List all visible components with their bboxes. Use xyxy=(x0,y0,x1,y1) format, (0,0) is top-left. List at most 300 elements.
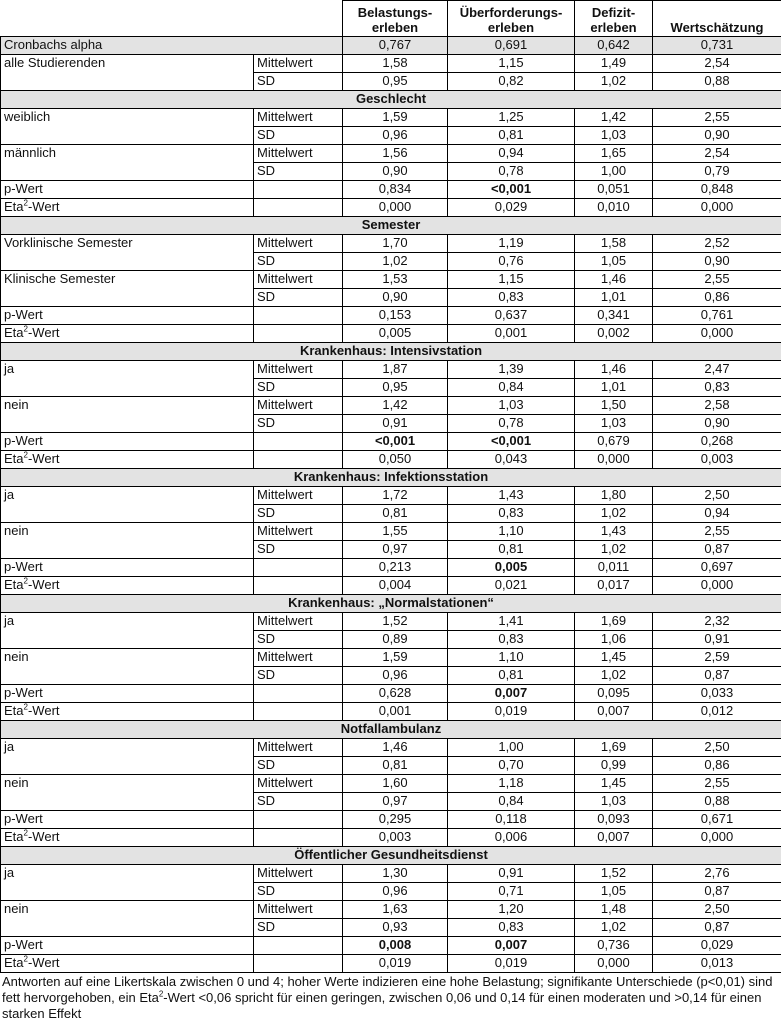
table-cell: 0,97 xyxy=(343,793,448,811)
stat-label: Mittelwert xyxy=(254,487,343,505)
group-label: ja xyxy=(1,865,254,883)
p-value: 0,736 xyxy=(575,937,653,955)
table-cell: 1,03 xyxy=(575,793,653,811)
table-cell: 1,87 xyxy=(343,361,448,379)
table-cell: 1,59 xyxy=(343,109,448,127)
p-value: 0,671 xyxy=(653,811,781,829)
stat-label: SD xyxy=(254,631,343,649)
table-cell: 1,19 xyxy=(448,235,575,253)
table-cell: 1,42 xyxy=(343,397,448,415)
table-cell: 0,78 xyxy=(448,415,575,433)
table-cell: 1,50 xyxy=(575,397,653,415)
eta-label xyxy=(1,451,254,469)
table-cell: 0,96 xyxy=(343,127,448,145)
eta-value: 0,010 xyxy=(575,199,653,217)
stat-label: SD xyxy=(254,415,343,433)
eta-value: 0,002 xyxy=(575,325,653,343)
table-cell: 0,91 xyxy=(448,865,575,883)
group-sd-row xyxy=(1,757,781,775)
stat-label-empty xyxy=(254,937,343,955)
stat-label: Mittelwert xyxy=(254,361,343,379)
stat-label-empty xyxy=(254,451,343,469)
p-value-row xyxy=(1,937,781,955)
eta-label-superscript: 2 xyxy=(23,702,28,712)
group-label: Klinische Semester xyxy=(1,271,254,289)
table-cell: 1,48 xyxy=(575,901,653,919)
eta-value-row xyxy=(1,577,781,595)
group-mittelwert-row xyxy=(1,487,781,505)
table-cell: 1,00 xyxy=(575,163,653,181)
table-cell: 0,81 xyxy=(343,757,448,775)
eta-value: 0,043 xyxy=(448,451,575,469)
p-value: 0,011 xyxy=(575,559,653,577)
group-label: ja xyxy=(1,613,254,631)
header-row xyxy=(1,1,781,37)
stat-label-empty xyxy=(254,685,343,703)
p-label: p-Wert xyxy=(1,937,254,955)
table-cell: 0,96 xyxy=(343,667,448,685)
group-label-empty xyxy=(1,541,254,559)
table-cell: 0,86 xyxy=(653,757,781,775)
p-value-significant: <0,001 xyxy=(448,181,575,199)
section-header-row xyxy=(1,217,781,235)
table-cell: 1,02 xyxy=(575,73,653,91)
table-cell: 1,00 xyxy=(448,739,575,757)
cronbach-label: Cronbachs alpha xyxy=(1,37,343,55)
p-value: 0,051 xyxy=(575,181,653,199)
p-value: 0,093 xyxy=(575,811,653,829)
alle-mittelwert-row xyxy=(1,55,781,73)
eta-label xyxy=(1,199,254,217)
table-cell: 1,03 xyxy=(575,415,653,433)
table-cell: 0,93 xyxy=(343,919,448,937)
group-label-empty xyxy=(1,757,254,775)
table-cell: 2,76 xyxy=(653,865,781,883)
eta-value: 0,019 xyxy=(343,955,448,973)
eta-label-text: Eta xyxy=(4,829,24,844)
group-label-empty xyxy=(1,415,254,433)
stat-label: Mittelwert xyxy=(254,397,343,415)
stat-label: SD xyxy=(254,379,343,397)
footnote-text-1: Antworten auf eine Likertskala zwischen 0 und 4; hoher Werte indizieren eine hohe Belastung; signifikante Unterschiede (p<0,01) sind fett hervorgehoben, ein Eta xyxy=(2,974,773,1005)
table-cell: 0,70 xyxy=(448,757,575,775)
header-empty-cell xyxy=(1,1,343,37)
table-cell: 1,10 xyxy=(448,649,575,667)
table-cell: 0,91 xyxy=(343,415,448,433)
table-cell: 0,71 xyxy=(448,883,575,901)
stat-label: Mittelwert xyxy=(254,865,343,883)
stat-label-empty xyxy=(254,433,343,451)
p-value-row xyxy=(1,433,781,451)
p-value-row xyxy=(1,181,781,199)
eta-value: 0,001 xyxy=(448,325,575,343)
table-cell: 0,94 xyxy=(448,145,575,163)
table-cell: 1,43 xyxy=(448,487,575,505)
table-cell: 1,46 xyxy=(343,739,448,757)
eta-label xyxy=(1,703,254,721)
section-title: Semester xyxy=(1,217,781,235)
section-header-row xyxy=(1,595,781,613)
p-value: 0,628 xyxy=(343,685,448,703)
group-sd-row xyxy=(1,379,781,397)
table-cell: 1,05 xyxy=(575,883,653,901)
group-mittelwert-row xyxy=(1,523,781,541)
eta-label-text: Eta xyxy=(4,325,24,340)
p-value-row xyxy=(1,685,781,703)
p-value: 0,341 xyxy=(575,307,653,325)
eta-label-text: -Wert xyxy=(27,703,60,718)
p-value-row xyxy=(1,811,781,829)
table-cell: 0,83 xyxy=(448,505,575,523)
eta-label-text: Eta xyxy=(4,199,24,214)
table-cell: 0,83 xyxy=(448,289,575,307)
group-label: ja xyxy=(1,361,254,379)
eta-label-text: -Wert xyxy=(27,955,60,970)
eta-label-text: -Wert xyxy=(27,451,60,466)
section-title: Krankenhaus: Infektionsstation xyxy=(1,469,781,487)
table-cell: 1,69 xyxy=(575,739,653,757)
table-cell: 1,58 xyxy=(575,235,653,253)
table-cell: 0,76 xyxy=(448,253,575,271)
eta-label-superscript: 2 xyxy=(23,324,28,334)
table-cell: 0,99 xyxy=(575,757,653,775)
table-cell: 0,84 xyxy=(448,793,575,811)
table-cell: 0,81 xyxy=(448,127,575,145)
group-label-empty xyxy=(1,919,254,937)
table-cell: 1,02 xyxy=(575,667,653,685)
table-cell: 1,41 xyxy=(448,613,575,631)
eta-value: 0,000 xyxy=(575,955,653,973)
table-cell: 1,01 xyxy=(575,379,653,397)
eta-label xyxy=(1,955,254,973)
p-value-significant: 0,008 xyxy=(343,937,448,955)
group-label: nein xyxy=(1,523,254,541)
group-sd-row xyxy=(1,919,781,937)
stat-label: Mittelwert xyxy=(254,55,343,73)
stat-label-empty xyxy=(254,811,343,829)
section-header-row xyxy=(1,469,781,487)
eta-label xyxy=(1,577,254,595)
table-cell: 1,05 xyxy=(575,253,653,271)
table-cell: 1,46 xyxy=(575,271,653,289)
stat-label-empty xyxy=(254,829,343,847)
table-cell: 2,50 xyxy=(653,487,781,505)
eta-label-text: Eta xyxy=(4,955,24,970)
group-mittelwert-row xyxy=(1,361,781,379)
group-label: ja xyxy=(1,739,254,757)
eta-label-text: -Wert xyxy=(27,577,60,592)
p-value-significant: <0,001 xyxy=(343,433,448,451)
stat-label-empty xyxy=(254,325,343,343)
eta-value: 0,019 xyxy=(448,955,575,973)
stat-label-empty xyxy=(254,199,343,217)
group-mittelwert-row xyxy=(1,397,781,415)
table-cell: 0,90 xyxy=(653,253,781,271)
section-title: Öffentlicher Gesundheitsdienst xyxy=(1,847,781,865)
eta-value: 0,000 xyxy=(653,199,781,217)
table-cell: 0,97 xyxy=(343,541,448,559)
table-cell: 1,72 xyxy=(343,487,448,505)
section-header-row xyxy=(1,343,781,361)
table-cell: 1,43 xyxy=(575,523,653,541)
group-label: nein xyxy=(1,397,254,415)
table-cell: 1,06 xyxy=(575,631,653,649)
table-cell: 2,55 xyxy=(653,523,781,541)
group-label: Vorklinische Semester xyxy=(1,235,254,253)
eta-value: 0,004 xyxy=(343,577,448,595)
table-cell: 1,55 xyxy=(343,523,448,541)
eta-value: 0,007 xyxy=(575,703,653,721)
stat-label: SD xyxy=(254,667,343,685)
group-label-empty xyxy=(1,127,254,145)
table-cell: 2,50 xyxy=(653,901,781,919)
stat-label-empty xyxy=(254,955,343,973)
eta-value: 0,000 xyxy=(653,577,781,595)
stat-label: SD xyxy=(254,541,343,559)
stat-label: SD xyxy=(254,127,343,145)
section-header-row xyxy=(1,721,781,739)
section-title: Krankenhaus: „Normalstationen“ xyxy=(1,595,781,613)
group-sd-row xyxy=(1,163,781,181)
group-sd-row xyxy=(1,505,781,523)
eta-value: 0,003 xyxy=(343,829,448,847)
table-cell: 1,01 xyxy=(575,289,653,307)
stat-label-empty xyxy=(254,307,343,325)
table-cell: 2,54 xyxy=(653,145,781,163)
table-cell: 0,90 xyxy=(653,415,781,433)
table-cell: 1,63 xyxy=(343,901,448,919)
group-label-empty xyxy=(1,883,254,901)
eta-value-row xyxy=(1,829,781,847)
p-value: 0,848 xyxy=(653,181,781,199)
table-cell: 1,39 xyxy=(448,361,575,379)
section-title: Krankenhaus: Intensivstation xyxy=(1,343,781,361)
eta-value: 0,003 xyxy=(653,451,781,469)
eta-value-row xyxy=(1,325,781,343)
p-value-significant: 0,005 xyxy=(448,559,575,577)
table-cell: 1,45 xyxy=(575,649,653,667)
p-label: p-Wert xyxy=(1,181,254,199)
table-cell: 1,42 xyxy=(575,109,653,127)
group-mittelwert-row xyxy=(1,865,781,883)
group-sd-row xyxy=(1,127,781,145)
stat-label: Mittelwert xyxy=(254,271,343,289)
p-value: 0,637 xyxy=(448,307,575,325)
table-cell: 0,95 xyxy=(343,379,448,397)
p-label: p-Wert xyxy=(1,685,254,703)
eta-label-text: -Wert xyxy=(27,829,60,844)
table-cell: 0,91 xyxy=(653,631,781,649)
group-mittelwert-row xyxy=(1,775,781,793)
eta-label-text: -Wert xyxy=(27,325,60,340)
p-value: 0,033 xyxy=(653,685,781,703)
table-cell: 0,82 xyxy=(448,73,575,91)
section-title: Geschlecht xyxy=(1,91,781,109)
group-label: weiblich xyxy=(1,109,254,127)
cronbach-value: 0,691 xyxy=(448,37,575,55)
alle-sd-row xyxy=(1,73,781,91)
eta-label-superscript: 2 xyxy=(23,828,28,838)
eta-label-superscript: 2 xyxy=(23,576,28,586)
stat-label: SD xyxy=(254,289,343,307)
table-cell: 0,94 xyxy=(653,505,781,523)
group-label-empty xyxy=(1,163,254,181)
eta-value: 0,017 xyxy=(575,577,653,595)
table-cell: 0,81 xyxy=(448,541,575,559)
p-value: 0,029 xyxy=(653,937,781,955)
p-value-significant: <0,001 xyxy=(448,433,575,451)
stat-label-empty xyxy=(254,703,343,721)
p-value: 0,834 xyxy=(343,181,448,199)
stat-label: SD xyxy=(254,919,343,937)
table-cell: 1,30 xyxy=(343,865,448,883)
p-value: 0,213 xyxy=(343,559,448,577)
group-sd-row xyxy=(1,289,781,307)
section-header-row xyxy=(1,847,781,865)
table-cell: 1,02 xyxy=(575,541,653,559)
table-cell: 0,79 xyxy=(653,163,781,181)
table-cell: 1,56 xyxy=(343,145,448,163)
table-cell: 1,02 xyxy=(575,505,653,523)
table-cell: 0,90 xyxy=(653,127,781,145)
table-cell: 0,83 xyxy=(653,379,781,397)
stat-label-empty xyxy=(254,181,343,199)
group-label-empty xyxy=(1,289,254,307)
group-sd-row xyxy=(1,541,781,559)
stat-label: SD xyxy=(254,793,343,811)
eta-value: 0,000 xyxy=(343,199,448,217)
group-mittelwert-row xyxy=(1,901,781,919)
group-mittelwert-row xyxy=(1,613,781,631)
eta-value: 0,006 xyxy=(448,829,575,847)
group-sd-row xyxy=(1,631,781,649)
p-value-significant: 0,007 xyxy=(448,937,575,955)
p-value: 0,118 xyxy=(448,811,575,829)
eta-value: 0,050 xyxy=(343,451,448,469)
table-cell: 1,02 xyxy=(343,253,448,271)
eta-label-superscript: 2 xyxy=(23,450,28,460)
cronbach-row xyxy=(1,37,781,55)
stat-label-empty xyxy=(254,559,343,577)
table-cell: 0,84 xyxy=(448,379,575,397)
header-wertschaetzung: Wertschätzung xyxy=(653,1,781,37)
cronbach-value: 0,731 xyxy=(653,37,781,55)
table-cell: 0,83 xyxy=(448,919,575,937)
eta-value: 0,029 xyxy=(448,199,575,217)
table-cell: 1,80 xyxy=(575,487,653,505)
p-value-row xyxy=(1,307,781,325)
eta-value: 0,013 xyxy=(653,955,781,973)
table-cell: 2,52 xyxy=(653,235,781,253)
table-cell: 2,59 xyxy=(653,649,781,667)
group-label-empty xyxy=(1,667,254,685)
eta-value: 0,012 xyxy=(653,703,781,721)
header-defiziterleben: Defizit-erleben xyxy=(575,1,653,37)
table-cell: 1,18 xyxy=(448,775,575,793)
p-label: p-Wert xyxy=(1,307,254,325)
table-cell: 2,58 xyxy=(653,397,781,415)
group-mittelwert-row xyxy=(1,271,781,289)
eta-value: 0,019 xyxy=(448,703,575,721)
p-value: 0,679 xyxy=(575,433,653,451)
p-value: 0,697 xyxy=(653,559,781,577)
table-cell: 1,60 xyxy=(343,775,448,793)
group-mittelwert-row xyxy=(1,235,781,253)
group-sd-row xyxy=(1,793,781,811)
table-cell: 1,65 xyxy=(575,145,653,163)
footnote xyxy=(0,973,780,1023)
table-cell: 0,87 xyxy=(653,667,781,685)
group-label-empty xyxy=(1,379,254,397)
p-value-row xyxy=(1,559,781,577)
group-label-empty xyxy=(1,253,254,271)
group-label: nein xyxy=(1,775,254,793)
stat-label: Mittelwert xyxy=(254,235,343,253)
p-label: p-Wert xyxy=(1,433,254,451)
p-label: p-Wert xyxy=(1,559,254,577)
header-belastungserleben: Belastungs-erleben xyxy=(343,1,448,37)
table-cell: 0,96 xyxy=(343,883,448,901)
stat-label: Mittelwert xyxy=(254,739,343,757)
table-cell: 0,87 xyxy=(653,919,781,937)
table-cell: 1,69 xyxy=(575,613,653,631)
eta-value: 0,000 xyxy=(653,829,781,847)
stat-label: Mittelwert xyxy=(254,649,343,667)
eta-label-superscript: 2 xyxy=(23,198,28,208)
table-cell: 0,81 xyxy=(448,667,575,685)
eta-label-superscript: 2 xyxy=(23,954,28,964)
cronbach-value: 0,642 xyxy=(575,37,653,55)
eta-value: 0,000 xyxy=(653,325,781,343)
p-value: 0,295 xyxy=(343,811,448,829)
section-title: Notfallambulanz xyxy=(1,721,781,739)
section-header-row xyxy=(1,91,781,109)
eta-value: 0,005 xyxy=(343,325,448,343)
p-label: p-Wert xyxy=(1,811,254,829)
table-cell: 0,87 xyxy=(653,541,781,559)
table-cell: 0,78 xyxy=(448,163,575,181)
p-value: 0,153 xyxy=(343,307,448,325)
header-ueberforderungserleben: Überforderungs-erleben xyxy=(448,1,575,37)
table-cell: 0,81 xyxy=(343,505,448,523)
table-cell: 0,88 xyxy=(653,793,781,811)
eta-value: 0,001 xyxy=(343,703,448,721)
table-cell: 1,52 xyxy=(575,865,653,883)
group-mittelwert-row xyxy=(1,649,781,667)
group-mittelwert-row xyxy=(1,739,781,757)
table-cell: 1,25 xyxy=(448,109,575,127)
table-cell: 0,89 xyxy=(343,631,448,649)
group-label-empty xyxy=(1,631,254,649)
table-cell: 1,49 xyxy=(575,55,653,73)
table-cell: 1,70 xyxy=(343,235,448,253)
table-cell: 1,02 xyxy=(575,919,653,937)
eta-value-row xyxy=(1,199,781,217)
footnote-text-2: -Wert <0,06 spricht für einen geringen, zwischen 0,06 und 0,14 für einen moderaten und >0,14 für einen starken Effekt xyxy=(2,990,762,1021)
table-cell: 0,95 xyxy=(343,73,448,91)
eta-value-row xyxy=(1,451,781,469)
table-cell: 2,55 xyxy=(653,109,781,127)
stat-label: Mittelwert xyxy=(254,523,343,541)
stat-label: SD xyxy=(254,73,343,91)
table-cell: 2,47 xyxy=(653,361,781,379)
group-sd-row xyxy=(1,667,781,685)
group-sd-row xyxy=(1,883,781,901)
stat-label: Mittelwert xyxy=(254,775,343,793)
stat-label: SD xyxy=(254,757,343,775)
table-cell: 2,50 xyxy=(653,739,781,757)
group-label: ja xyxy=(1,487,254,505)
